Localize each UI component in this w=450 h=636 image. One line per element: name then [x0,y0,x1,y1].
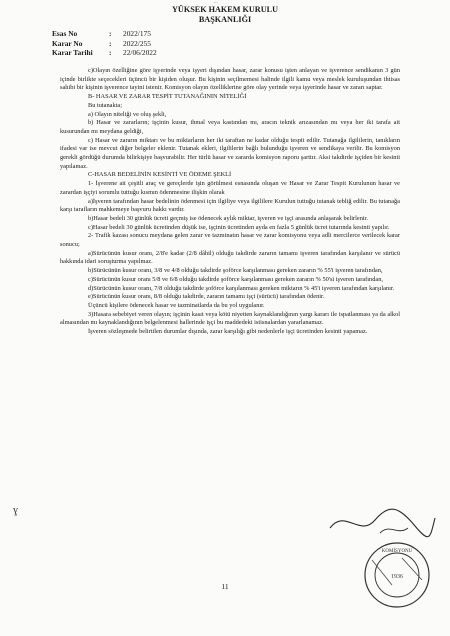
official-seal [362,540,432,610]
paragraph: c)Hasar bedeli 30 günlük ücretinden düşük ise, işçinin ücretinden ayda en fazla 5 günlük ücret tutarında kesinti yapılır. [88,223,390,231]
margin-annotation: ɣ [13,505,18,516]
paragraph: Bu tutanakta; [88,101,123,109]
meta-key: Esas No [52,29,78,38]
paragraph: b) Hasar ve zararların; işçinin kusur, ihmal veya kastından mı, aracın teknik arızasından mı veya her iki tarafa ait kusurundan mı meydana geldiği, [60,119,400,135]
paragraph: 1- İşverene ait çeşitli araç ve gereçlerde işin görülmesi esnasında oluşan ve Hasar ve Zarar Tespit Kurulunun hasar ve zarardan işçiyi sorumlu tuttuğu kısmın ödenmesine ilişkin olarak [60,180,400,196]
paragraph: a)Sürücünün kusur oranı, 2/8'e kadar (2/8 dâhil) olduğu takdirde zararın tamamı işveren tarafından karşılanır ve sürücü hakkında idari soruşturma yapılmaz. [60,249,400,266]
paragraph: e)Sürücünün kusur oranı, 8/8 olduğu takdirde, zararın tamamı işçi (sürücü) tarafından ödenir. [88,293,325,301]
paragraph: b)Hasar bedeli 30 günlük ücreti geçmiş ise ödenecek aylık miktar, işveren ve işçi arasında anlaşarak belirlenir. [88,214,369,222]
header-title: YÜKSEK HAKEM KURULU [172,5,278,14]
paragraph: a) Olayın niteliği ve oluş şekli, [88,110,167,118]
paragraph: Üçüncü kişilere ödenecek hasar ve tazminatlarda da bu yol uygulanır. [88,301,265,309]
meta-row-karar [52,39,157,49]
page-number: 11 [221,582,229,591]
seal-text: KOMİSYONU [381,549,413,554]
paragraph: a)İşveren tarafından hasar bedelinin ödenmesi için ilgiliye veya ilgililere Kurulun tuttuğu tutanak tebliğ edilir. Bu tutanağa karşı tarafların mahkemeye başvuru hakkı vardır. [60,197,400,214]
paragraph: İşveren sözleşmede belirtilen durumlar dışında, zarar karşılığı gibi nedenlerle işçi ücretinden kesinti yapamaz. [88,328,368,336]
paragraph: b)Sürücünün kusur oranı, 3/8 ve 4/8 olduğu takdirde şoförce karşılanması gereken zararın % 55'i işveren tarafından, [88,267,383,275]
paragraph: 3)Hasara sebebiyet veren olayın; işçinin kasıt veya kötü niyetten kaynaklandığının yargı kararı ile ispatlanması ya da alkol almasından mı kaynaklandığının belgelenmesi hallerinde işçi bu maddedeki istisnalardan yararlanamaz. [60,310,400,327]
meta-value: 2022/175 [123,29,151,38]
paragraph: 2- Trafik kazası sonucu meydana gelen zarar ve tazminatın hasar ve zarar komisyonu veya adli mercilerce verilecek karar sonucu; [60,232,400,249]
section-heading: C-HASAR BEDELİNİN KESİNTİ VE ÖDEME ŞEKLİ [88,171,232,179]
meta-colon: : [109,38,112,48]
meta-colon: : [109,29,112,38]
meta-row-tarih [52,48,157,58]
header-subtitle: BAŞKANLIĞI [198,15,252,24]
paragraph: c)Olayın özelliğine göre işyerinde veya işyeri dışından hasar, zarar konusu işten anlayan ve işverence sendikanın 3 gün içinde birlikte seçecekleri üçüncü bir kişiden oluşur. Bu kişinin seçilmemesi halinde ilgili kamu veya meslek kuruluşundan ihtisas sahibi bir kişinin işverence tayini istenir. Komisyon olayın özelliklerine göre olay yerinde veya işyerinde hasar ve zararı saptar. [60,67,400,92]
meta-key: Karar Tarihi [52,48,93,58]
case-meta [52,29,157,58]
meta-row-esas [52,29,157,39]
paragraph: c)Sürücünün kusur oranı 5/8 ve 6/8 olduğu takdirde şoförce karşılanması gereken zararın % 50'si işveren tarafından, [88,275,383,283]
meta-colon: : [109,48,112,58]
meta-value: 2022/255 [123,38,151,48]
document-body [60,67,400,337]
svg-text:1936: 1936 [391,574,403,580]
top-mark: ... [214,0,218,5]
paragraph: c) Hasar ve zararın miktarı ve bu miktarların her iki taraftan ne kadar olduğu tespit edilir. Tutanağa ilgililerin, tanıkların ifadesi var ise mevcut diğer belgeler eklenir. Tutanak ekleri, ilgililerin bağlı bulunduğu işveren ve sendikaya verilir. Bu komisyon gerekli gördüğü durumda bilirkişiye başvurabilir. Her türlü hasar ve zararda komisyon raporu şarttır. Aksi takdirde işçiden bir kesinti yapılamaz. [60,136,400,170]
document-header [0,5,450,25]
meta-value: 22/06/2022 [123,48,157,58]
paragraph: d)Sürücünün kusur oranı, 7/8 olduğu takdirde şoförce karşılanması gereken miktarın % 45'i işveren tarafından karşılanır. [88,284,395,292]
section-heading: B- HASAR VE ZARAR TESPİT TUTANAĞININ NİTELİĞİ [88,93,247,101]
meta-key: Karar No [52,38,83,48]
